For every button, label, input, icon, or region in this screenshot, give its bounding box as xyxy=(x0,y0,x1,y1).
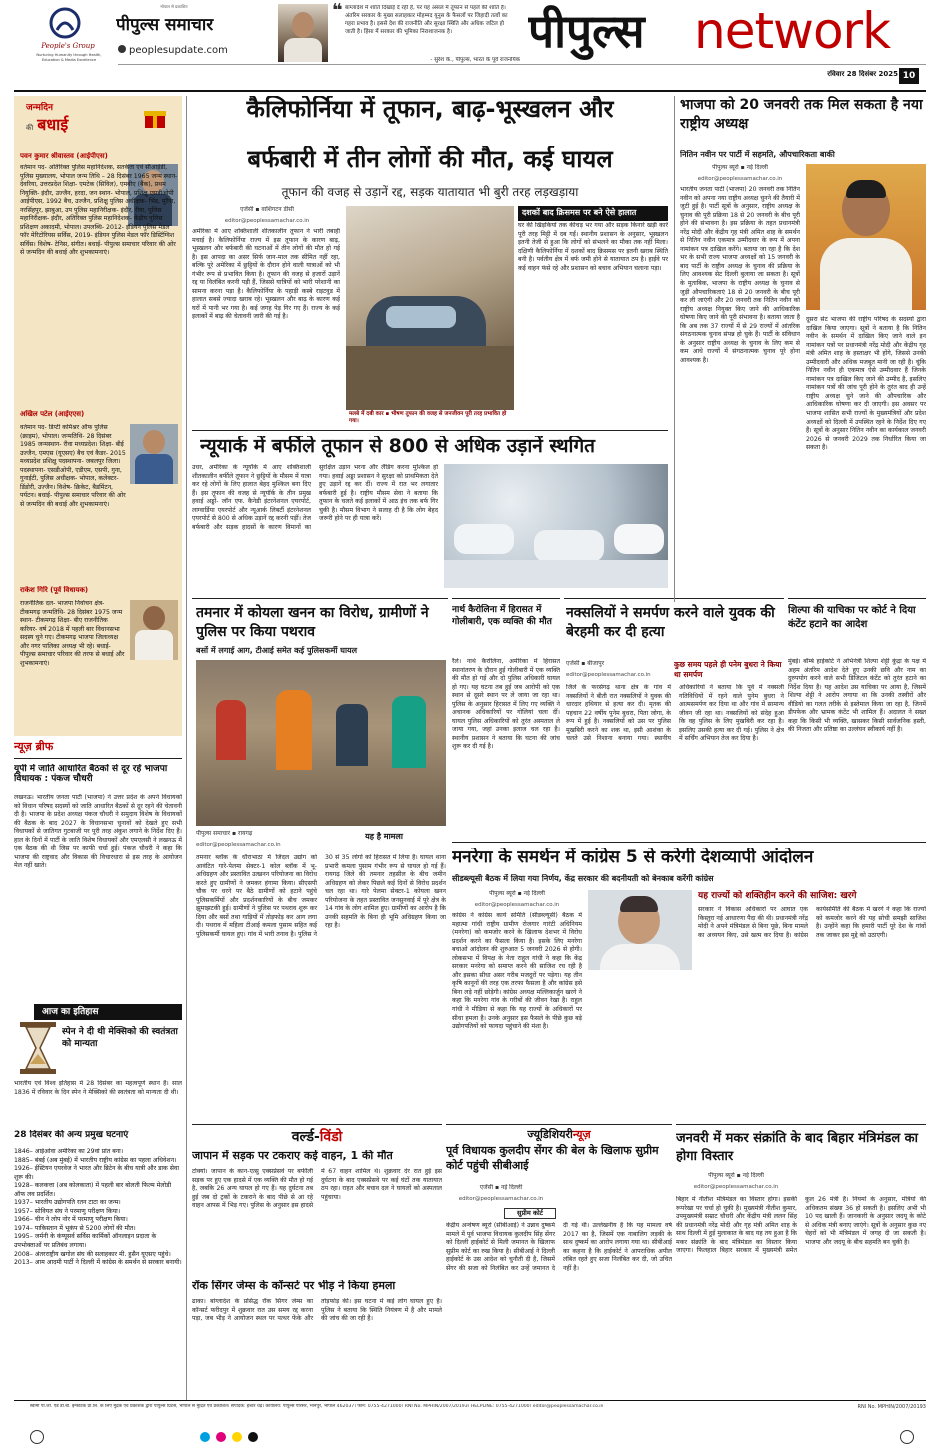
world-label-dash: - xyxy=(313,1129,320,1145)
bjp-email: editor@peoplessamachar.co.in xyxy=(697,176,783,182)
lead-email: editor@peoplessamachar.co.in xyxy=(224,218,310,224)
shilpa-body: मुंबई। बॉम्बे हाईकोर्ट ने अभिनेत्री शिल्पा शेट्टी कुंद्रा के पक्ष में अहम अंतरिम आदेश देते हुए उनकी छवि और नाम का दुरुपयोग करने वाले सभी डिजिटल कंटेंट को तुरंत हटाने का निर्देश दिया है। यह आदेश उस याचिका पर आया है, जिसमें शिल्पा शेट्टी ने आरोप लगाया था कि उनकी तस्वीरों और वीडियो का गलत तरीके से इस्तेमाल किया जा रहा है, जिनमें डीपफेक और भ्रामक कंटेंट भी शामिल हैं। अदालत ने सख्त कहा कि किसी भी व्यक्ति, खासकर किसी सार्वजनिक हस्ती, की निजता और प्रतिष्ठा का उल्लंघन स्वीकार्य नहीं है। xyxy=(788,658,926,734)
manrega-top-rule xyxy=(452,842,926,843)
bjp-photo xyxy=(806,164,926,310)
judiciary-email: editor@peoplessamachar.co.in xyxy=(458,1196,544,1202)
ny-top-rule xyxy=(192,430,668,431)
nc-body: रैले। नार्थ कैरोलिना, अमेरिका में हिरासत स्थानांतरण के दौरान हुई गोलीबारी में एक व्यक्ति की मौत हो गई और दो पुलिस अधिकारी घायल हो गए। यह घटना तब हुई जब आरोपी को एक स्थान से दूसरे स्थान पर ले जाया जा रहा था। पुलिस के अनुसार हिरासत में लिए गए व्यक्ति ने अचानक अधिकारियों पर गोलियां चला दीं। घायल पुलिस अधिकारियों को तुरंत अस्पताल ले जाया गया, जहां उनका इलाज चल रहा है। स्थानीय प्रशासन ने बताया कि घटना की जांच शुरू कर दी गई है। xyxy=(452,658,560,751)
news-brief-label xyxy=(14,740,182,755)
color-swatch xyxy=(200,1432,210,1442)
naxal-email: editor@peoplessamachar.co.in xyxy=(566,672,651,678)
globe-icon xyxy=(118,45,126,53)
judiciary-box-label: सुप्रीम कोर्ट xyxy=(504,1208,556,1219)
bihar-section xyxy=(676,1124,926,1394)
world-section xyxy=(192,1124,442,1394)
manrega-byline: पीपुल्स ब्यूरो ▪ नई दिल्ली xyxy=(489,890,545,897)
judiciary-byline: एजेंसी ▪ नई दिल्ली xyxy=(479,1184,523,1191)
lead-photo-caption: मलबे में दबी कार ▪ भीषण तूफान की वजह से जनजीवन पूरी तरह प्रभावित हो गया। xyxy=(346,410,514,427)
left-column-divider xyxy=(186,96,187,1400)
history-section xyxy=(14,1004,182,1400)
news-brief-body: लखनऊ। भारतीय जनता पार्टी (भाजपा) ने उत्तर प्रदेश के अपने विधायकों को विधान परिषद सदस्यों को जाति आधारित बैठकों से दूर रहने की चेतावनी दी है। भाजपा के प्रदेश अध्यक्ष पंकज चौधरी ने समुदाय विशेष के विधायकों की बैठक के बाद 2027 के विधानसभा चुनावों को देखते हुए सभी विधायकों से जातिगत गुटबाजी पर पूरी तरह अंकुश लगाने के निर्देश दिए हैं। हाल के दिनों में पार्टी के जाति विशेष विधायकों और एमएलसी ने लखनऊ में एक बैठक की थी जिस पर काफी चर्चा हुई। पंकज चौधरी ने कहा कि भाजपा की राष्ट्रवाद और विकास की विचारधारा से इस तरह के आयोजन मेल नहीं खाते। xyxy=(14,794,182,870)
quote-author-photo xyxy=(278,4,328,62)
footer-imprint: स्वामी पी.जी. ऐंड डी.बी. इन्फोटेक प्रा.लि. के लिए मुद्रक एवं प्रकाशक द्वारा पीपुल्स प्रिंटर्स, भोपाल से मुद्रित एवं प्रकाशित। संपादक: ईश्वर चंद्र। कार्यालय: पीपुल्स परिसर, भानपुर, भोपाल 462037। फोन: 0755-4271000। RNI No. MPHIN/2007/20193। HELPLINE: 0755-4271000। editor@peoplessamachar.co.in xyxy=(30,1404,604,1409)
history-label-bar xyxy=(34,1004,182,1020)
bihar-email: editor@peoplessamachar.co.in xyxy=(693,1184,779,1190)
nc-story xyxy=(452,598,560,818)
color-swatch xyxy=(248,1432,258,1442)
world-headline: जापान में सड़क पर टकराए कई वाहन, 1 की मौत xyxy=(192,1150,393,1162)
coal-photo xyxy=(196,660,446,826)
coal-side-title: यह है मामला xyxy=(365,832,403,841)
news-brief-rule xyxy=(14,758,182,759)
lead-headline-2: बर्फबारी में तीन लोगों की मौत, कई घायल xyxy=(247,146,613,173)
color-swatch xyxy=(216,1432,226,1442)
birthday-details-2: वर्तमान पद- डिप्टी कमिश्नर ऑफ पुलिस (क्राइम), भोपाल। जन्मतिथि- 28 दिसंबर 1985 जन्मस्थान- रीवा मध्यप्रदेश। शिक्षा- बीई उज्जैन, एमएस (यूएसए) बैच एवं कैडर- 2015 मध्यप्रदेश प्रशिक्षु पदस्थापना- जबलपुर जिला। पदस्थापना- एसडीओपी, एडीएम, एसपी, गुना, गुनाईटी, पुलिस अधीक्षक- भोपाल, कलेक्टर- डिंडोरी, उज्जैन। विशेष- क्रिकेट, बैडमिंटन, पर्यटन। बधाई- पीपुल्स समाचार परिवार की ओर से जन्मदिन की बधाई और शुभकामनाएं। xyxy=(20,424,126,508)
shilpa-headline: शिल्पा की याचिका पर कोर्ट ने दिया कंटेंट हटाने का आदेश xyxy=(788,605,916,630)
paper-small-label: भोपाल से प्रकाशित xyxy=(160,4,188,9)
coal-headline: तमनार में कोयला खनन का विरोध, ग्रामीणों ने पुलिस पर किया पथराव xyxy=(196,605,429,640)
bihar-body: बिहार में नीतीश मंत्रिमंडल का विस्तार होगा। इसकी रूपरेखा पर चर्चा हो चुकी है। मुख्यमंत्री नीतीश कुमार, उपमुख्यमंत्री सम्राट चौधरी और केंद्रीय मंत्री ललन सिंह की प्रधानमंत्री नरेंद्र मोदी और गृह मंत्री अमित शाह के साथ दिल्ली में हुई मुलाकात के बाद यह तय हुआ है कि मकर संक्रांति के बाद मंत्रिमंडल का विस्तार किया जाएगा। फिलहाल बिहार सरकार में मुख्यमंत्री समेत कुल 26 मंत्री हैं। नियमों के अनुसार, मंत्रियों की अधिकतम संख्या 36 हो सकती है। इसलिए अभी भी 10 पद खाली हैं। जानकारी के अनुसार जदयू के कोटे से अधिक मंत्री बनाए जाएंगे। सूत्रों के अनुसार कुछ नए चेहरों को भी मंत्रिमंडल में जगह दी जा सकती है। भाजपा और जदयू के बीच सहमति बन चुकी है। xyxy=(676,1196,926,1255)
dateline: रविवार 28 दिसंबर 2025 xyxy=(827,70,898,78)
history-events-list xyxy=(14,1148,182,1400)
judiciary-label xyxy=(446,1128,672,1143)
world-headline-2: रॉक सिंगर जेम्स के कॉन्सर्ट पर भीड़ ने किया हमला xyxy=(192,1280,396,1292)
quote-mark-icon: ❝ xyxy=(332,2,343,20)
footer-rule xyxy=(14,1400,926,1401)
bjp-body-2: दूसरा सेट भाजपा की राष्ट्रीय परिषद के सदस्यों द्वारा दाखिल किया जाएगा। सूत्रों ने बताया है कि नितिन नवीन के समर्थन में दाखिल किए जाने वाले इन नामांकन पत्रों पर प्रधानमंत्री नरेंद्र मोदी और केंद्रीय गृह मंत्री अमित शाह के हस्ताक्षर भी होंगे, जिससे उनकी उम्मीदवारी और अधिक मजबूत मानी जा रही है। चूंकि नितिन नवीन ही एकमात्र ऐसे उम्मीदवार हैं जिनके नामांकन पत्र दाखिल किए जाने की उम्मीद है, इसलिए नामांकन पत्रों की जांच पूरी होने के तुरंत बाद ही उन्हें राष्ट्रीय अध्यक्ष चुने जाने की औपचारिक और आधिकारिक घोषणा कर दी जाएगी। इस अवसर पर भाजपा शासित सभी राज्यों के मुख्यमंत्रियों और प्रदेश अध्यक्षों को दिल्ली में उपस्थित रहने के निर्देश दिए गए हैं। सूत्रों के अनुसार नितिन नवीन का कार्यकाल जनवरी 2026 से जनवरी 2029 तक निर्धारित किया जा सकता है। xyxy=(806,316,926,452)
world-label xyxy=(252,1128,382,1147)
registration-mark-icon xyxy=(30,1430,44,1444)
website-link[interactable] xyxy=(118,44,268,58)
bjp-subhead: नितिन नवीन पर पार्टी में सहमति, औपचारिकता बाकी xyxy=(680,150,835,159)
news-brief-label-text: न्यूज़ ब्रीफ xyxy=(14,740,54,753)
bihar-top-rule xyxy=(676,1124,926,1125)
history-event: 1957– सोवियत संघ ने परमाणु परीक्षण किया। xyxy=(14,1207,121,1215)
peoples-group-logo-icon xyxy=(48,6,82,40)
page-number: 10 xyxy=(899,68,919,84)
manrega-quote-title: यह राज्यों को शक्तिहीन करने की साजिश: खरगे xyxy=(698,891,857,901)
manrega-subhead: सीडब्ल्यूसी बैठक में लिया गया निर्णय, केंद्र सरकार की बदनीयती को बेनकाब करेंगी कांग्रेस xyxy=(452,874,714,883)
world-top-rule xyxy=(192,1124,442,1125)
brand-peoples: पीपुल्स xyxy=(528,4,645,58)
brand-network: network xyxy=(694,2,891,60)
coal-body: तमनार ब्लॉक के धौराभाठा में जिंदल उद्योग को आवंटित गारे-पेलमा सेक्टर-1 कोल ब्लॉक में भू-अधिग्रहण और प्रस्तावित उत्खनन परियोजना का विरोध करते हुए ग्रामीणों ने जमकर हंगामा किया। सीएसपी चौक पर धरने पर बैठे ग्रामीणों को हटाने पहुंचे पुलिसकर्मियों और प्रदर्शनकारियों के बीच जमकर झूमाझटकी हुई। ग्रामीणों ने पुलिस पर पथराव शुरू कर दिया और बसों तथा गाड़ियों में तोड़फोड़ कर आग लगा दी। पथराव में महिला टीआई कमला पुसाम सहित कई पुलिसकर्मी घायल हुए। गांव में भारी तनाव है। पुलिस ने 30 से 35 लोगों को हिरासत में लिया है। घायल थाना प्रभारी कमला पुसाम गंभीर रूप से घायल हो गई हैं। रायगढ़ जिले की तमनार तहसील के बीच जमीन अधिग्रहण को लेकर पिछले कई दिनों से विरोध प्रदर्शन चल रहा था। गारे पेलमा सेक्टर-1 कोयला खनन परियोजना के तहत प्रस्तावित जनसुनवाई में पूरे क्षेत्र के 14 गांव के लोग शामिल हुए। ग्रामीणों का आरोप है कि उनकी सहमति के बिना ही भूमि अधिग्रहण किया जा रहा है। xyxy=(196,854,446,938)
judiciary-top-rule xyxy=(446,1124,672,1125)
lead-subhead: तूफान की वजह से उड़ानें रद्द, सड़क यातायात भी बुरी तरह लड़खड़ाया xyxy=(281,185,579,199)
bjp-byline: पीपुल्स ब्यूरो ▪ नई दिल्ली xyxy=(712,164,768,171)
history-event: 1885– बंबई (अब मुंबई) में भारतीय राष्ट्रीय कांग्रेस का पहला अधिवेशन। xyxy=(14,1156,177,1164)
gift-icon xyxy=(142,104,168,130)
coal-email: editor@peoplessamachar.co.in xyxy=(196,842,281,848)
lead-byline: एजेंसी ▪ वाशिंगटन डीसी xyxy=(240,206,294,213)
history-event: 1926– ईस्टियन एयरवेज ने भारत और ब्रिटेन के बीच यात्री और डाक सेवा शुरू की। xyxy=(14,1165,179,1181)
history-event: 1995– जर्मनी के कंप्यूसर्व सर्विस कार्मिकों ऑनलाइन प्रदाता के उपभोक्ताओं पर प्रतिबंध लगाया। xyxy=(14,1233,157,1250)
color-bar xyxy=(200,1432,740,1442)
naxal-headline: नक्सलियों ने समर्पण करने वाले युवक की बेरहमी कर दी हत्या xyxy=(566,605,775,640)
history-event: 1974– पाकिस्तान में भूकंप से 5200 लोगों की मौत। xyxy=(14,1224,136,1232)
paper-label: पीपुल्स समाचार xyxy=(116,15,214,35)
naxal-story xyxy=(564,598,784,838)
lead-sidebar-body: घर की खिड़कियों तक कीचड़ भर गया और सड़क किनारे खड़ी कारें पूरी तरह मिट्टी में दब गईं। स्थानीय प्रशासन के अनुसार, भूस्खलन इतनी तेजी से हुआ कि लोगों को संभलने का मौका तक नहीं मिला। दक्षिणी कैलिफोर्निया में दशकों बाद क्रिसमस पर इतनी खराब स्थिति बनी है। पर्वतीय क्षेत्र में बर्फ जमी होने से यातायात ठप है। हाईवे पर कई वाहन फंसे रहे और प्रशासन को बचाव अभियान चलाना पड़ा। xyxy=(518,222,668,272)
ny-photo xyxy=(444,464,668,588)
ny-headline: न्यूयार्क में बर्फीले तूफान से 800 से अधिक उड़ानें स्थगित xyxy=(200,436,596,457)
lead-body: अमेरिका में आए शक्तिशाली शीतकालीन तूफान ने भारी तबाही मचाई है। कैलिफोर्निया राज्य में इस तूफान के कारण बाढ़, भूस्खलन और बर्फबारी की घटनाओं में तीन लोगों की मौत हो गई है। इस आपदा का असर सिर्फ जान-माल तक सीमित नहीं रहा, बल्कि पूरे अमेरिका में छुट्टियों के दौरान होने वाली यात्राओं को भी गंभीर रूप से प्रभावित किया है। तूफान की वजह से हजारों उड़ानें रद्द या विलंबित करनी पड़ी हैं, जिससे यात्रियों को भारी परेशानी का सामना करना पड़ा है। कैलिफोर्निया के पहाड़ी कस्बे राइटवुड में हालात सबसे ज्यादा खराब रहे। भूस्खलन और बाढ़ के कारण कई घरों में पानी भर गया है। कई जगह पेड़ गिर गए हैं। राज्य के कई इलाकों में बाढ़ की चेतावनी जारी की गई है। xyxy=(192,228,340,321)
group-name: People's Group xyxy=(41,42,95,50)
naxal-body: जिले के फरसेगढ़ थाना क्षेत्र के गांव में नक्सलियों ने बीती रात नक्सलियों ने युवक की धारदार हथियार से हत्या कर दी। मृतक की पहचान 22 वर्षीय पुनेम बुधरा, पिता जोगा, के रूप में हुई है। नक्सलियों को उस पर पुलिस मुखबिरी करने का शक था, इसी आशंका के चलते उसे निशाना बनाया गया। स्थानीय अधिकारियों ने बताया कि पूर्व में नक्सली गतिविधियों में रहने वाले पुनेम बुधरा ने आत्मसमर्पण कर दिया था और गांव में सामान्य जीवन जी रहा था। नक्सलियों को संदेह हुआ कि वह पुलिस के लिए मुखबिरी कर रहा है। इसलिए उसकी हत्या कर दी गई। पुलिस ने क्षेत्र में सर्चिंग अभियान तेज कर दिया है। xyxy=(566,684,784,743)
manrega-email: editor@peoplessamachar.co.in xyxy=(474,902,560,908)
right-column-divider xyxy=(674,96,675,602)
manrega-body: कांग्रेस ने कांग्रेस कार्य समिति (सीडब्ल्यूसी) बैठक में महात्मा गांधी राष्ट्रीय ग्रामीण रोजगार गारंटी अधिनियम (मनरेगा) को कमजोर करने के खिलाफ देशभर में विरोध प्रदर्शन करने का फैसला किया है। इसके लिए मनरेगा बचाओ आंदोलन की शुरुआत 5 जनवरी 2026 से होगी। लोकसभा में विपक्ष के नेता राहुल गांधी ने कहा कि केंद्र सरकार मनरेगा को समाप्त करने की साजिश रच रही है और इसका सीधा असर गरीब मजदूरों पर पड़ेगा। यह तीन कृषि कानूनों की तरह एक तरफा फैसला है और कांग्रेस इसे बिना लड़े नहीं छोड़ेगी। कांग्रेस अध्यक्ष मल्लिकार्जुन खरगे ने कहा कि मनरेगा गांव के गरीबों की जीवन रेखा है। राहुल गांधी ने मीडिया से कहा कि यह राज्यों के अधिकारों पर सीधा हमला है। उनके अनुसार इस फैसले के पीछे कुछ बड़े उद्योगपतियों को फायदा पहुंचाने की मंशा है। xyxy=(452,912,582,1031)
history-event: 2008– अंतरराष्ट्रीय खगोल संघ की सलाहकार मी. हुसैन यूएसए पहुंचे। xyxy=(14,1250,171,1258)
coal-story xyxy=(192,598,448,938)
group-tagline: Nurturing Humanity through Health, Education & Media Excellence xyxy=(36,53,102,62)
hourglass-icon xyxy=(18,1020,58,1076)
color-swatch xyxy=(232,1432,242,1442)
history-event: 1928– कलकत्ता (अब कोलकाता) में पहली बार बोलती फिल्म मेलोडी ऑफ लव प्रदर्शित। xyxy=(14,1182,172,1198)
bihar-byline: पीपुल्स ब्यूरो ▪ नई दिल्ली xyxy=(708,1172,764,1179)
registration-mark-icon xyxy=(900,1430,914,1444)
judiciary-section xyxy=(446,1124,672,1394)
world-label-1: वर्ल्ड xyxy=(291,1129,314,1145)
ny-body: उधर, अमेरिका के न्यूयॉर्क में आए शक्तिशाली शीतकालीन बर्फीले तूफान ने छुट्टियों के मौसम में यात्रा कर रहे लोगों के लिए हालात बेहद मुश्किल बना दिए हैं। इस तूफान की वजह से न्यूयॉर्क के तीन प्रमुख हवाई अड्डों- जॉन एफ. कैनेडी इंटरनेशनल एयरपोर्ट, लाग्वार्डिया एयरपोर्ट और न्यूआर्क लिबर्टी इंटरनेशनल एयरपोर्ट से 800 से अधिक उड़ानें रद्द करनी पड़ीं। तेज बर्फबारी और सड़क हादसों के कारण विमानों का सुरक्षित उड़ान भरना और लैंडिंग करना मुश्किल हो गया। हवाई अड्डा प्रशासन ने सुरक्षा को प्राथमिकता देते हुए उड़ानें रद्द कर दीं। राज्य में रात भर लगातार बर्फबारी हुई है। राष्ट्रीय मौसम सेवा ने बताया कि तूफान के चलते कई इलाकों में आठ इंच तक बर्फ गिर चुकी है। मौसम विभाग ने सलाह दी है कि लोग बेहद जरूरी होने पर ही यात्रा करें। xyxy=(192,464,438,531)
history-event: 1846– आईओवा अमेरिका का 29वां प्रांत बना। xyxy=(14,1148,124,1155)
coal-top-rule xyxy=(192,598,448,599)
birthday-details-1: वर्तमान पद- अतिरिक्त पुलिस महानिदेशक, सतर्कता एवं सीआईडी, पुलिस मुख्यालय, भोपाल जन्म तिथि – 28 दिसंबर 1965 जन्म स्थान- देवरिया, उत्तरप्रदेश शिक्षा- एमटेक (सिविल), एमबीए (बैंक), प्रथम नियुक्ति- इंदौर, उज्जैन, हरदा, जन स्थान- भोपाल, प्रशिक्षु एसडीओपी आईपीएस, 1992 बैच, उज्जैन, प्रशिक्षु पुलिस अधीक्षक- भिंड, मुरैना, नरसिंहपुर, झाबुआ, उप पुलिस महानिरीक्षक- इंदौर, रीवा, पुलिस महानिरीक्षक- इंदौर, अतिरिक्त पुलिस महानिदेशक- केंद्रीय पुलिस प्रशिक्षण अकादमी, भोपाल। उपलब्धि- 2012- इंडियन पुलिस मेडल फॉर मेरिटोरियस सर्विस, 2019- इंडियन पुलिस मेडल फॉर डिस्टिंग्विश सर्विस। विशेष- टेनिस, संगीत। बधाई- पीपुल्स समाचार परिवार की ओर से जन्मदिन की बधाई और शुभकामनाएं। xyxy=(20,164,178,257)
birthday-heading-big: बधाई xyxy=(37,115,69,135)
masthead-rule xyxy=(118,64,926,65)
shilpa-top-rule xyxy=(788,598,926,599)
judiciary-label-2: न्यूज़ xyxy=(572,1128,591,1141)
birthday-name-2: अखिल पटेल (आईएएस) xyxy=(20,410,85,418)
birthday-heading-small: जन्मदिन xyxy=(26,103,54,113)
nc-top-rule xyxy=(452,598,560,599)
history-headline: स्पेन ने दी थी मेक्सिको की स्वतंत्रता को मान्यता xyxy=(62,1027,178,1050)
manrega-headline: मनरेगा के समर्थन में कांग्रेस 5 से करेगी देशव्यापी आंदोलन xyxy=(452,848,814,867)
masthead xyxy=(0,0,945,94)
history-event: 1937– भारतीय उद्योगपति रतन टाटा का जन्म। xyxy=(14,1199,121,1207)
naxal-byline: एजेंसी ▪ बीजापुर xyxy=(566,660,605,667)
manrega-body-right: सरकार ने विकास अधिकारों पर आघात एक किस्तुरा नई आधारणा पैदा की थी। प्रधानमंत्री नरेंद्र मोदी ने अपने मंत्रिमंडल से बिना पूछे, बिना मामले का अध्ययन किए, उसे खत्म कर दिया है। कांग्रेस कार्यसमिति की बैठक में खरगे ने कहा कि राज्यों को कमजोर करने की यह सोची समझी साजिश है। उन्होंने कहा कि हमारी पार्टी पूरे देश के गांवों तक जाकर इस मुद्दे को उठाएगी। xyxy=(698,906,926,939)
coal-subhead: बसों में लगाई आग, टीआई समेत कई पुलिसकर्मी घायल xyxy=(196,646,358,655)
birthday-heading-ki: की xyxy=(26,124,34,133)
manrega-photo xyxy=(588,890,692,970)
birthday-name-1: पवन कुमार श्रीवास्तव (आईपीएस) xyxy=(20,152,108,160)
judiciary-label-1: ज्यूडिशियरी xyxy=(527,1128,573,1141)
history-event: 2013– आम आदमी पार्टी ने दिल्ली में कांग्रेस के समर्थन से सरकार बनायी। xyxy=(14,1259,182,1267)
world-body: टोक्यो। जापान के कान-एत्सु एक्सप्रेसवे पर बर्फीली सड़क पर हुए एक हादसे में एक व्यक्ति की मौत हो गई है, जबकि 26 अन्य घायल हो गए हैं। यह दुर्घटना तब हुई जब दो ट्रकों के टकराने के बाद पीछे से आ रहे वाहन आपस में भिड़ गए। पुलिस के अनुसार इस हादसे में 67 वाहन शामिल थे। शुक्रवार देर रात हुई इस दुर्घटना के बाद एक्सप्रेसवे पर कई घंटों तक यातायात ठप रहा। राहत और बचाव दल ने घायलों को अस्पताल पहुंचाया। xyxy=(192,1168,442,1210)
website-text: peoplesupdate.com xyxy=(129,45,228,56)
manrega-story xyxy=(452,842,926,1124)
news-brief-headline: यूपी में जाति आधारित बैठकों से दूर रहें भाजपा विधायक : पंकज चौधरी xyxy=(14,764,168,785)
quote-author: - सुरेश के., पीपुल्स, भारत के पूर्व राजनयिक xyxy=(430,57,520,63)
bjp-headline: भाजपा को 20 जनवरी तक मिल सकता है नया राष्ट्रीय अध्यक्ष xyxy=(680,97,923,132)
manrega-body-mid xyxy=(588,974,692,1124)
nc-headline: नार्थ कैरोलिना में हिरासत में गोलीबारी, एक व्यक्ति की मौत xyxy=(452,605,552,628)
masthead-bottom-rule xyxy=(14,90,926,92)
history-events-title: 28 दिसंबर की अन्य प्रमुख घटनाएं xyxy=(14,1130,129,1140)
judiciary-body: केंद्रीय अन्वेषण ब्यूरो (सीबीआई) ने उन्नाव दुष्कर्म मामले में पूर्व भाजपा विधायक कुलदीप सिंह सेंगर को दिल्ली हाईकोर्ट से मिली जमानत के खिलाफ सुप्रीम कोर्ट का रुख किया है। सीबीआई ने दिल्ली हाईकोर्ट के उस आदेश को चुनौती दी है, जिसमें सेंगर की सजा को निलंबित कर उन्हें जमानत दे दी गई थी। उल्लेखनीय है कि यह मामला वर्ष 2017 का है, जिसमें एक नाबालिग लड़की के साथ दुष्कर्म का आरोप लगाया गया था। सीबीआई का कहना है कि हाईकोर्ट ने आपराधिक अपील लंबित रहते हुए सजा निलंबित कर दी, जो उचित नहीं है। xyxy=(446,1222,672,1272)
bjp-body: भारतीय जनता पार्टी (भाजपा) 20 जनवरी तक नितिन नवीन को अपना नया राष्ट्रीय अध्यक्ष चुनने की तैयारी में जुटी हुई है। पार्टी सूत्रों के अनुसार, राष्ट्रीय अध्यक्ष के चुनाव की पूरी प्रक्रिया 18 से 20 जनवरी के बीच पूरी होने की संभावना है। इस प्रक्रिया के तहत प्रधानमंत्री नरेंद्र मोदी और केंद्रीय गृह मंत्री अमित शाह के समर्थन से नितिन नवीन एकमात्र उम्मीदवार के रूप में अपना नामांकन पत्र दाखिल करेंगे। बताया जा रहा है कि देश भर के सभी राज्य भाजपा अध्यक्षों को 15 जनवरी के बाद पार्टी के राष्ट्रीय अध्यक्ष के चुनाव की प्रक्रिया के लिए आवश्यक सेट दिल्ली बुलाया जा सकता है। सूत्रों के मुताबिक, भाजपा के राष्ट्रीय अध्यक्ष के चुनाव से जुड़ी औपचारिकताएं 18 से 20 जनवरी के बीच पूरी कर ली जाएंगी और 20 जनवरी तक नितिन नवीन को राष्ट्रीय अध्यक्ष नियुक्त किए जाने की आधिकारिक घोषणा किए जाने की पूरी संभावना है। बताया जाता है कि अब तक 37 राज्यों में से 29 राज्यों में आंतरिक संगठनात्मक चुनाव संपन्न हो चुके हैं। पार्टी के संविधान के अनुसार राष्ट्रीय अध्यक्ष के चुनाव के लिए कम से कम आधे राज्यों में संगठनात्मक चुनाव पूरे होना आवश्यक है। xyxy=(680,186,800,364)
lead-sidebar-title: दशकों बाद क्रिसमस पर बने ऐसे हालात xyxy=(518,206,668,221)
birthday-details-3: राजनीतिक दल- भाजपा निर्वाचन क्षेत्र- टीकमगढ़ जन्मतिथि- 28 दिसंबर 1975 जन्म स्थान- टीकमगढ़ शिक्षा- बीए राजनीतिक करियर- वर्ष 2018 में पहली बार विधानसभा सदस्य चुने गए। टीकमगढ़ भाजपा जिलाध्यक्ष और नगर पालिका अध्यक्ष भी रहे। बधाई- पीपुल्स समाचार परिवार की तरफ से बधाई और शुभकामनाएं। xyxy=(20,600,125,667)
history-body: भारतीय एवं विश्व इतिहास में 28 दिसंबर का महत्वपूर्ण स्थान है। साल 1836 में रविवार के दिन स्पेन ने मेक्सिको की स्वतंत्रता को मान्यता दी थी। xyxy=(14,1080,182,1096)
bjp-story xyxy=(680,96,926,596)
lead-photo xyxy=(346,206,514,410)
masthead-quote: बांग्लादेश में शांति दिखाई दे रही है, पर यह असल में तूफान से पहले की शांति है। अंतरिम सरकार के मुख्य सलाहकार मोहम्मद यूनुस के फैसलों पर जिहादी तत्वों का गहरा प्रभाव है। इससे देश की राजनीति और सुरक्षा स्थिति और अधिक जटिल हो जाती है। हिंसा में सरकार की भूमिका निराशाजनक है। xyxy=(345,5,508,35)
history-event: 1966– चीन ने लोप नोर में परमाणु परीक्षण किया। xyxy=(14,1216,128,1224)
coal-byline: पीपुल्स समाचार ▪ रायगढ़ xyxy=(196,830,253,837)
birthday-heading xyxy=(26,102,136,146)
naxal-subhead: कुछ समय पहले ही पनेम बुधरा ने किया था समर्पण xyxy=(674,660,782,680)
news-brief-section xyxy=(14,740,182,1002)
ny-story xyxy=(192,430,668,596)
world-label-2: विंडो xyxy=(319,1129,343,1145)
bihar-headline: जनवरी में मकर संक्रांति के बाद बिहार मंत्रिमंडल का होगा विस्तार xyxy=(676,1131,919,1164)
footer-rni: RNI No. MPHIN/2007/20193 xyxy=(857,1404,926,1410)
world-body-2: ढाका। बांग्लादेश के प्रसिद्ध रॉक सिंगर जेम्स का कॉन्सर्ट फरीदपुर में शुक्रवार रात उस समय रद्द करना पड़ा, जब भीड़ ने आयोजन स्थल पर पत्थर फेंके और तोड़फोड़ की। इस घटना में कई लोग घायल हुए हैं। पुलिस ने बताया कि स्थिति नियंत्रण में है और मामले की जांच की जा रही है। xyxy=(192,1298,442,1323)
shilpa-story xyxy=(788,598,926,838)
history-label: आज का इतिहास xyxy=(42,1007,99,1017)
lead-headline-1: कैलिफोर्निया में तूफान, बाढ़-भूस्खलन और xyxy=(246,96,614,123)
birthday-section xyxy=(14,96,182,736)
judiciary-headline: पूर्व विधायक कुलदीप सेंगर की बेल के खिलाफ सुप्रीम कोर्ट पहुंची सीबीआई xyxy=(446,1144,659,1172)
birthday-name-3: राकेश गिरि (पूर्व विधायक) xyxy=(20,586,89,594)
